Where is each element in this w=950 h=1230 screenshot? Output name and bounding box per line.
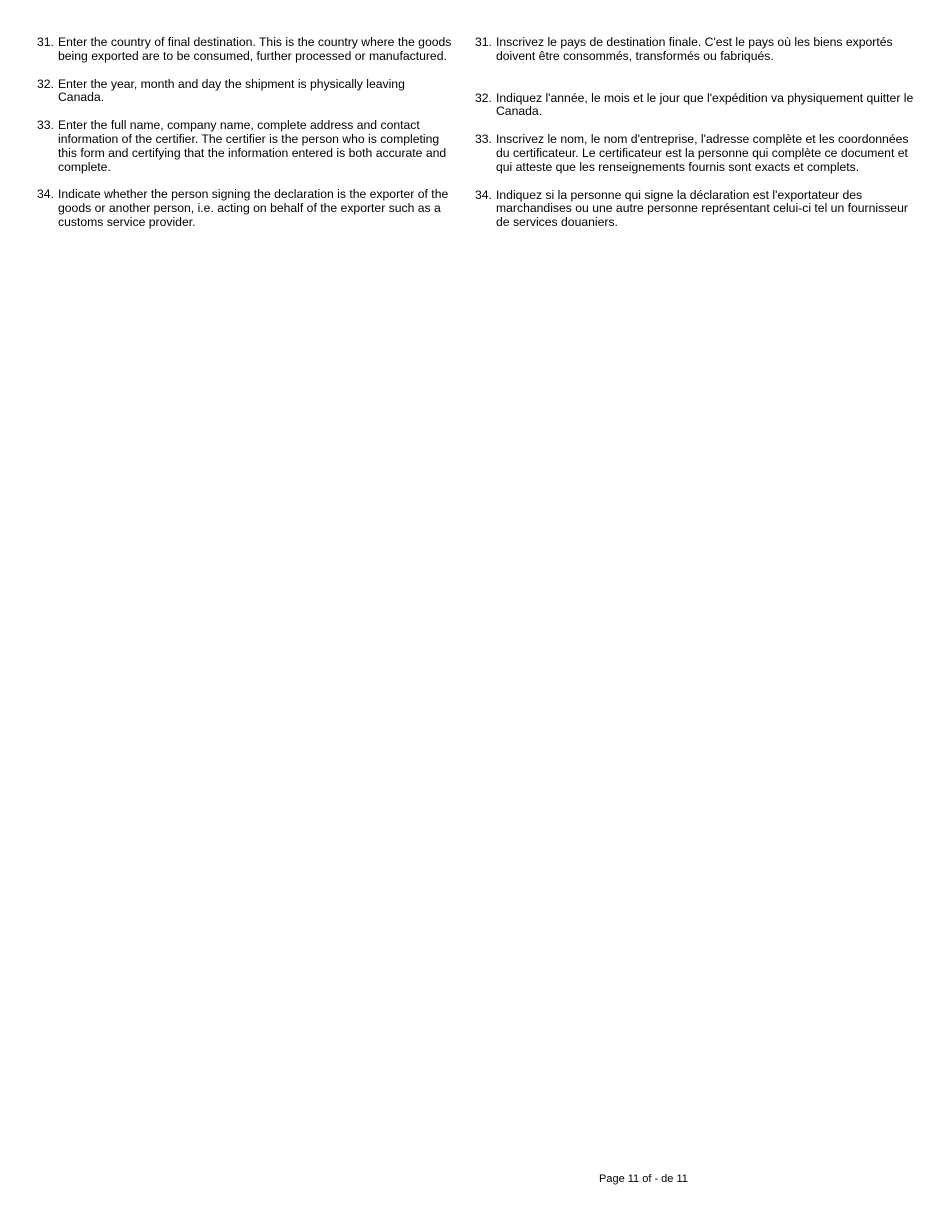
instruction-item-33-en [37,119,452,174]
instruction-item-34-en [37,188,452,229]
page-number-footer: Page 11 of - de 11 [599,1173,688,1185]
instruction-text: Indiquez si la personne qui signe la déclaration est l'exportateur des marchandises ou une autre personne représentant celui-ci tel un fournisseur de services douaniers. [496,187,908,230]
instruction-text: Indicate whether the person signing the declaration is the exporter of the goods or another person, i.e. acting on behalf of the exporter such as a customs service provider. [58,187,449,229]
instructions-french-column [475,36,915,230]
instruction-number: 33. [475,132,492,147]
instruction-item-34-fr [475,189,915,230]
instruction-item-32-en [37,78,452,106]
instruction-text: Enter the full name, company name, complete address and contact information of the certifier. The certifier is the person who is completing this form and certifying that the information entered is both accurate and complete. [58,118,447,174]
instruction-text: Indiquez l'année, le mois et le jour que l'expédition va physiquement quitter le Canada. [496,90,914,119]
instruction-item-31-fr [475,36,915,64]
instruction-number: 31. [475,35,492,49]
instruction-number: 32. [37,76,54,91]
instructions-english-column [37,36,452,230]
instruction-number: 31. [37,35,54,49]
instruction-text: Enter the country of final destination. This is the country where the goods being exported are to be consumed, further processed or manufactured. [58,35,452,63]
instruction-item-33-fr [475,133,915,174]
instruction-number: 34. [475,187,492,202]
instruction-text: Inscrivez le nom, le nom d'entreprise, l'adresse complète et les coordonnées du certificateur. Le certificateur est la personne qui complète ce document et qui atteste que les renseignements fournis sont exacts et complets. [496,132,909,174]
instruction-text: Enter the year, month and day the shipment is physically leaving Canada. [58,76,405,105]
instruction-number: 32. [475,90,492,105]
instruction-number: 34. [37,187,54,202]
instruction-text: Inscrivez le pays de destination finale. C'est le pays où les biens exportés doivent être consommés, transformés ou fabriqués. [496,35,893,63]
instruction-item-32-fr [475,92,915,120]
instruction-number: 33. [37,118,54,133]
instruction-item-31-en [37,36,452,64]
